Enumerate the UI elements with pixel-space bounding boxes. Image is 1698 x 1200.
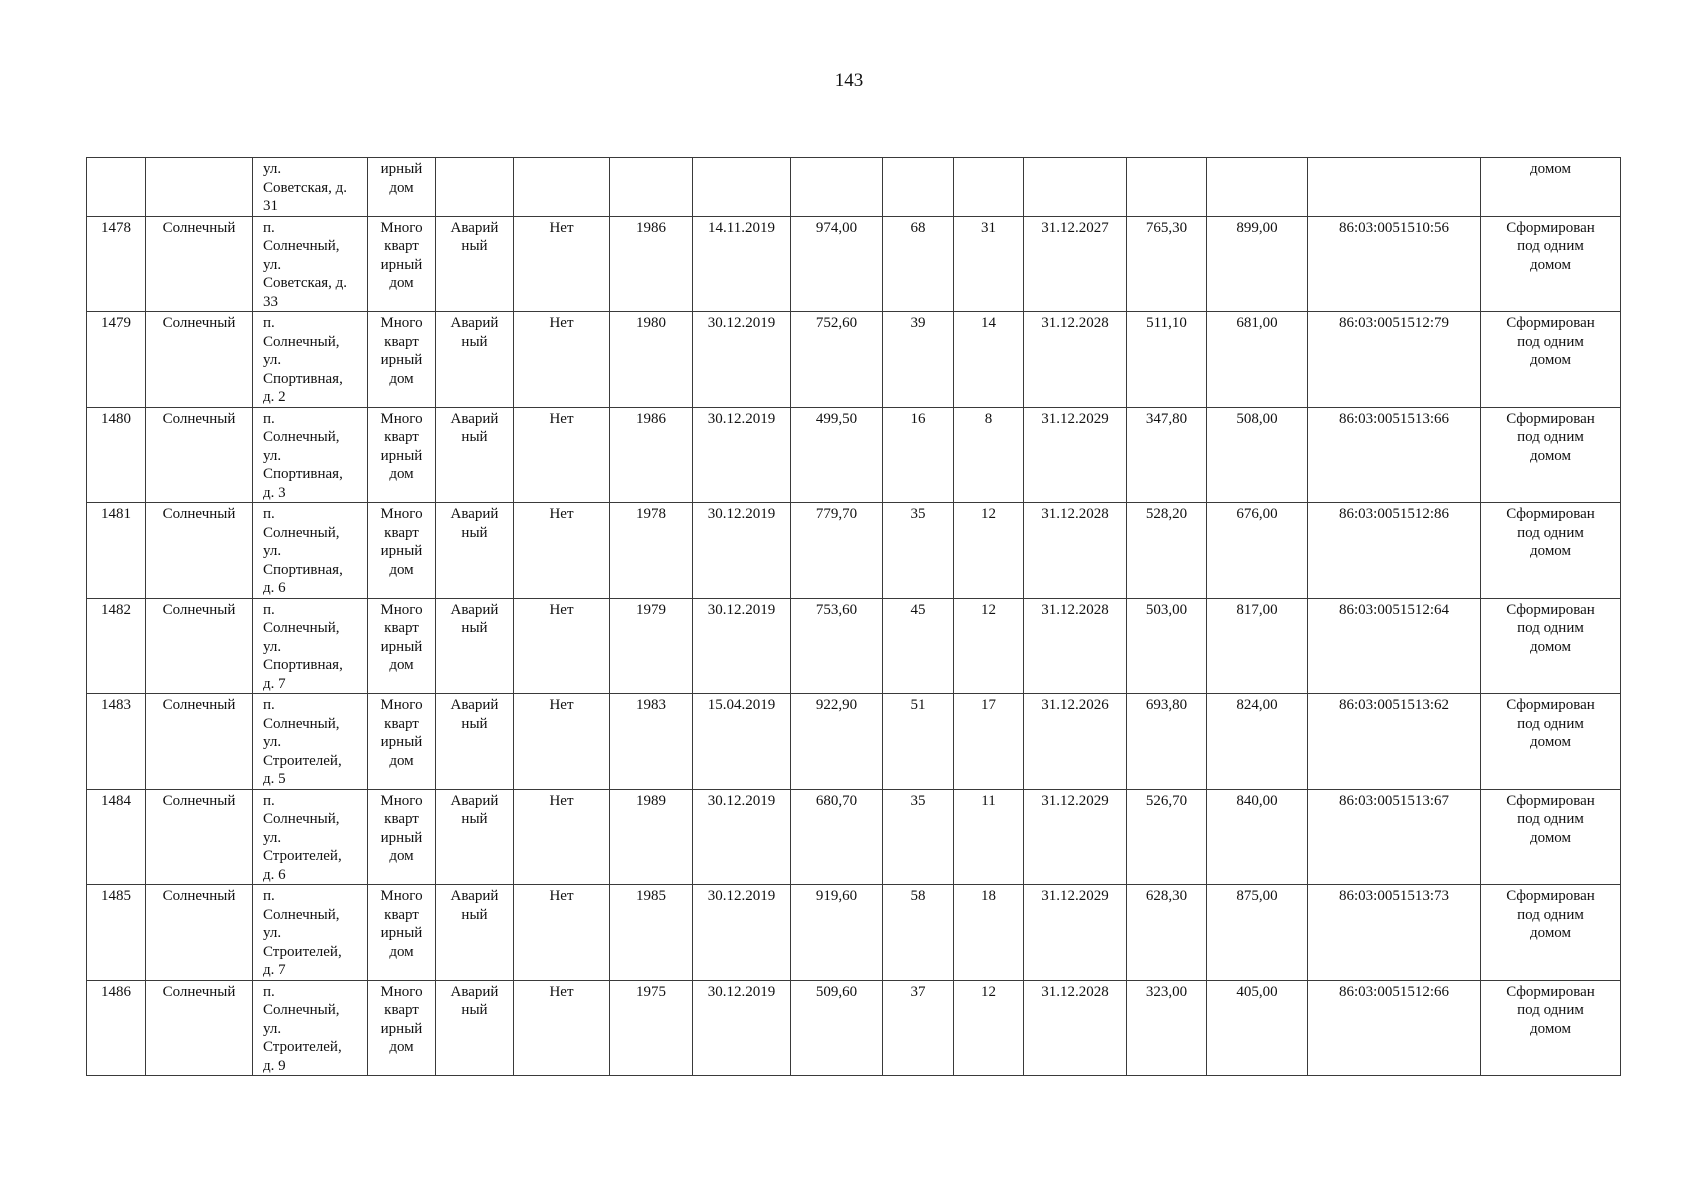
settlement-cell [146,158,253,217]
total-area-cell: 680,70 [791,789,883,885]
year-cell: 1979 [610,598,693,694]
land-area-cell: 817,00 [1207,598,1308,694]
condition-line: Аварий [450,697,499,713]
type-line: Много [380,888,423,904]
status-line: под одним [1517,715,1584,732]
flag-cell: Нет [514,789,610,885]
type-line: дом [389,1039,414,1055]
deadline-cell: 31.12.2028 [1024,980,1127,1076]
table-row [87,980,1621,1076]
status-line: домом [1529,638,1572,655]
address-line: д. 9 [263,1057,286,1074]
status-line: Сформирован [1506,697,1595,713]
building-type-cell [368,694,436,790]
status-line: Сформирован [1506,601,1595,618]
flag-cell: Нет [514,694,610,790]
date-cell: 30.12.2019 [693,885,791,981]
living-area-cell: 511,10 [1127,312,1207,408]
condition-line: Аварий [450,410,499,427]
status-line: под одним [1517,238,1584,254]
residents-cell: 39 [883,312,954,408]
record-number-cell: 1483 [87,694,146,790]
address-line: п. [263,219,275,236]
type-line: Много [380,697,423,713]
address-line: Спортивная, [263,370,343,387]
condition-cell [436,694,514,790]
address-line: Спортивная, [263,561,343,578]
status-line: под одним [1517,620,1584,636]
address-line: п. [263,315,275,331]
record-number-cell: 1482 [87,598,146,694]
type-line: кварт [384,333,419,350]
residents-cell: 58 [883,885,954,981]
land-area-cell: 405,00 [1207,980,1308,1076]
condition-line: Аварий [450,219,499,236]
address-line: п. [263,506,275,522]
living-area-cell: 765,30 [1127,216,1207,312]
apartments-cell: 14 [954,312,1024,408]
total-area-cell: 499,50 [791,407,883,503]
living-area-cell: 323,00 [1127,980,1207,1076]
condition-line: Аварий [450,792,499,809]
total-area-cell: 974,00 [791,216,883,312]
land-area-cell: 899,00 [1207,216,1308,312]
address-line: 31 [263,198,278,214]
land-status-cell [1481,503,1621,599]
date-cell: 30.12.2019 [693,598,791,694]
land-area-cell: 681,00 [1207,312,1308,408]
address-line: Солнечный, [263,906,340,923]
type-line: кварт [384,620,419,636]
type-line: Много [380,315,423,331]
type-line: дом [389,466,414,482]
land-status-cell [1481,980,1621,1076]
type-line: Много [380,506,423,522]
status-line: домом [1529,829,1572,846]
deadline-cell: 31.12.2028 [1024,503,1127,599]
condition-cell [436,598,514,694]
table-body [87,216,1621,1076]
residents-cell: 37 [883,980,954,1076]
residents-cell: 35 [883,789,954,885]
apartments-cell: 12 [954,598,1024,694]
building-type-cell [368,598,436,694]
type-line: ирный [380,1020,423,1037]
total-area-cell: 779,70 [791,503,883,599]
type-line: ирный [380,638,423,655]
year-cell: 1983 [610,694,693,790]
address-cell [253,885,368,981]
status-line: Сформирован [1506,219,1595,236]
condition-line: ный [461,811,488,827]
deadline-cell: 31.12.2029 [1024,789,1127,885]
type-line: Много [380,601,423,618]
table-row [87,885,1621,981]
total-area-cell: 752,60 [791,312,883,408]
address-cell [253,503,368,599]
table-row [87,694,1621,790]
record-number-cell: 1479 [87,312,146,408]
year-cell: 1986 [610,407,693,503]
table-row [87,407,1621,503]
type-line: дом [389,275,414,291]
flag-cell: Нет [514,407,610,503]
type-line: ирный [380,352,423,368]
address-line: п. [263,792,275,809]
type-line: ирный [380,925,423,941]
address-line: ул. [263,734,282,750]
status-line: Сформирован [1506,983,1595,1000]
date-cell: 30.12.2019 [693,312,791,408]
type-line: Много [380,792,423,809]
cadastral-number-cell: 86:03:0051510:56 [1308,216,1481,312]
condition-line: ный [461,906,488,923]
living-area-cell: 628,30 [1127,885,1207,981]
table-row [87,789,1621,885]
condition-cell [436,503,514,599]
address-line: п. [263,410,275,427]
date-cell: 30.12.2019 [693,503,791,599]
address-line: Строителей, [263,943,342,960]
address-line: ул. [263,161,282,177]
address-line: ул. [263,543,282,559]
building-type-cell [368,216,436,312]
land-status-cell [1481,407,1621,503]
land-area-cell: 676,00 [1207,503,1308,599]
status-line: Сформирован [1506,888,1595,904]
land-status-cell [1481,158,1621,217]
living-area-cell: 526,70 [1127,789,1207,885]
land-status-cell [1481,694,1621,790]
housing-registry-table [86,157,1621,1076]
type-line: Много [380,410,423,427]
address-line: д. 7 [263,675,286,692]
cadastral-number-cell: 86:03:0051512:64 [1308,598,1481,694]
flag-cell: Нет [514,216,610,312]
type-line: Много [380,983,423,1000]
type-line: ирный [380,161,423,177]
apartments-cell: 12 [954,980,1024,1076]
address-line: Солнечный, [263,715,340,732]
condition-line: ный [461,238,488,254]
address-line: п. [263,697,275,713]
type-line: дом [389,752,414,769]
land-status-cell [1481,598,1621,694]
flag-cell: Нет [514,312,610,408]
type-line: кварт [384,811,419,827]
address-cell [253,158,368,217]
address-line: д. 7 [263,962,286,978]
page-number: 143 [834,70,864,91]
total-area-cell: 753,60 [791,598,883,694]
status-line: под одним [1517,906,1584,923]
type-line: кварт [384,906,419,923]
land-status-cell [1481,885,1621,981]
year-cell: 1978 [610,503,693,599]
residents-cell: 16 [883,407,954,503]
building-type-cell [368,789,436,885]
type-line: дом [389,943,414,960]
type-line: ирный [380,256,423,273]
address-line: Солнечный, [263,1002,340,1018]
land-area-cell: 508,00 [1207,407,1308,503]
address-line: Спортивная, [263,657,343,673]
date-cell: 30.12.2019 [693,789,791,885]
num-cell [87,158,146,217]
cadastral-number-cell: 86:03:0051512:86 [1308,503,1481,599]
type-line: ирный [380,734,423,750]
status-line: под одним [1517,811,1584,827]
status-line: домом [1529,1020,1572,1037]
condition-cell [436,312,514,408]
condition-line: ный [461,333,488,350]
living-area-cell: 528,20 [1127,503,1207,599]
date-cell: 15.04.2019 [693,694,791,790]
status-line: под одним [1517,333,1584,350]
flag-cell: Нет [514,598,610,694]
land-area-cell: 875,00 [1207,885,1308,981]
condition-cell [436,216,514,312]
settlement-cell: Солнечный [146,789,253,885]
address-line: 33 [263,293,278,310]
total-area-cell: 922,90 [791,694,883,790]
condition-line: ный [461,715,488,732]
living-area-cell: 347,80 [1127,407,1207,503]
condition-line: Аварий [450,315,499,331]
type-line: Много [380,219,423,236]
address-line: д. 5 [263,771,286,787]
continuation-row [87,158,1621,217]
building-type-cell [368,312,436,408]
settlement-cell: Солнечный [146,694,253,790]
address-cell [253,694,368,790]
apartments-cell: 18 [954,885,1024,981]
status-line: домом [1529,256,1572,273]
residents-cell: 45 [883,598,954,694]
type-line: кварт [384,238,419,254]
address-cell [253,407,368,503]
deadline-cell: 31.12.2028 [1024,598,1127,694]
address-line: д. 3 [263,484,286,501]
address-line: п. [263,888,275,904]
date-cell: 30.12.2019 [693,407,791,503]
address-line: Солнечный, [263,429,340,445]
status-line: домом [1529,447,1572,464]
date-cell: 14.11.2019 [693,216,791,312]
total-area-cell: 509,60 [791,980,883,1076]
cadastral-number-cell: 86:03:0051512:66 [1308,980,1481,1076]
address-line: ул. [263,1020,282,1037]
year-cell: 1989 [610,789,693,885]
address-line: Советская, д. [263,275,348,291]
condition-cell [436,980,514,1076]
settlement-cell: Солнечный [146,503,253,599]
type-line: ирный [380,543,423,559]
condition-cell [436,885,514,981]
status-line: домом [1529,352,1572,368]
type-line: кварт [384,429,419,445]
address-line: Строителей, [263,752,342,769]
address-line: Солнечный, [263,620,340,636]
building-type-cell [368,407,436,503]
status-line: домом [1529,734,1572,750]
land-status-cell [1481,312,1621,408]
table-row [87,503,1621,599]
type-line: дом [389,657,414,673]
status-line: под одним [1517,1002,1584,1018]
deadline-cell: 31.12.2028 [1024,312,1127,408]
type-line: кварт [384,524,419,541]
record-number-cell: 1484 [87,789,146,885]
deadline-cell: 31.12.2029 [1024,407,1127,503]
address-cell [253,789,368,885]
year-cell: 1980 [610,312,693,408]
settlement-cell: Солнечный [146,312,253,408]
status-line: Сформирован [1506,506,1595,522]
flag-cell: Нет [514,885,610,981]
living-area-cell: 693,80 [1127,694,1207,790]
type-line: ирный [380,447,423,464]
type-line: ирный [380,829,423,846]
address-line: ул. [263,638,282,655]
condition-line: Аварий [450,601,499,618]
type-line: кварт [384,715,419,732]
condition-line: ный [461,620,488,636]
condition-line: Аварий [450,983,499,1000]
address-line: Солнечный, [263,811,340,827]
address-line: ул. [263,352,282,368]
settlement-cell: Солнечный [146,216,253,312]
cadastral-number-cell: 86:03:0051513:67 [1308,789,1481,885]
condition-line: ный [461,1002,488,1018]
table-row [87,598,1621,694]
type-line: дом [389,561,414,578]
table-row [87,216,1621,312]
status-line: Сформирован [1506,410,1595,427]
cadastral-number-cell: 86:03:0051513:73 [1308,885,1481,981]
record-number-cell: 1481 [87,503,146,599]
year-cell: 1986 [610,216,693,312]
flag-cell: Нет [514,503,610,599]
settlement-cell: Солнечный [146,598,253,694]
residents-cell: 35 [883,503,954,599]
type-line: кварт [384,1002,419,1018]
status-line: Сформирован [1506,315,1595,331]
apartments-cell: 12 [954,503,1024,599]
address-line: ул. [263,447,282,464]
land-area-cell: 840,00 [1207,789,1308,885]
address-line: д. 6 [263,866,286,883]
address-line: ул. [263,925,282,941]
type-line: дом [389,179,414,196]
deadline-cell: 31.12.2027 [1024,216,1127,312]
address-line: Солнечный, [263,524,340,541]
apartments-cell: 17 [954,694,1024,790]
condition-line: Аварий [450,888,499,904]
record-number-cell: 1480 [87,407,146,503]
address-line: д. 6 [263,580,286,596]
apartments-cell: 8 [954,407,1024,503]
land-status-cell [1481,216,1621,312]
address-line: п. [263,601,275,618]
type-line: дом [389,370,414,387]
settlement-cell: Солнечный [146,885,253,981]
status-line: Сформирован [1506,792,1595,809]
address-line: Солнечный, [263,238,340,254]
residents-cell: 68 [883,216,954,312]
total-area-cell: 919,60 [791,885,883,981]
cadastral-number-cell: 86:03:0051512:79 [1308,312,1481,408]
building-type-cell [368,885,436,981]
status-line: домом [1529,161,1572,177]
record-number-cell: 1486 [87,980,146,1076]
condition-cell [436,789,514,885]
address-line: ул. [263,829,282,846]
address-line: Спортивная, [263,466,343,482]
status-line: домом [1529,925,1572,941]
record-number-cell: 1485 [87,885,146,981]
land-area-cell: 824,00 [1207,694,1308,790]
year-cell: 1975 [610,980,693,1076]
address-cell [253,980,368,1076]
condition-line: ный [461,524,488,541]
address-line: Строителей, [263,848,342,864]
table-row [87,312,1621,408]
settlement-cell: Солнечный [146,407,253,503]
year-cell: 1985 [610,885,693,981]
apartments-cell: 31 [954,216,1024,312]
address-line: Советская, д. [263,179,348,196]
status-line: под одним [1517,524,1584,541]
address-line: п. [263,983,275,1000]
condition-line: ный [461,429,488,445]
deadline-cell: 31.12.2029 [1024,885,1127,981]
address-cell [253,312,368,408]
deadline-cell: 31.12.2026 [1024,694,1127,790]
building-type-cell [368,980,436,1076]
address-line: Солнечный, [263,333,340,350]
living-area-cell: 503,00 [1127,598,1207,694]
building-type-cell [368,158,436,217]
address-cell [253,216,368,312]
type-line: дом [389,848,414,864]
condition-line: Аварий [450,506,499,522]
address-cell [253,598,368,694]
settlement-cell: Солнечный [146,980,253,1076]
building-type-cell [368,503,436,599]
status-line: домом [1529,543,1572,559]
cadastral-number-cell: 86:03:0051513:62 [1308,694,1481,790]
condition-cell [436,407,514,503]
date-cell: 30.12.2019 [693,980,791,1076]
residents-cell: 51 [883,694,954,790]
status-line: под одним [1517,429,1584,445]
land-status-cell [1481,789,1621,885]
record-number-cell: 1478 [87,216,146,312]
cadastral-number-cell: 86:03:0051513:66 [1308,407,1481,503]
address-line: ул. [263,256,282,273]
address-line: д. 2 [263,389,286,405]
apartments-cell: 11 [954,789,1024,885]
address-line: Строителей, [263,1039,342,1055]
flag-cell: Нет [514,980,610,1076]
